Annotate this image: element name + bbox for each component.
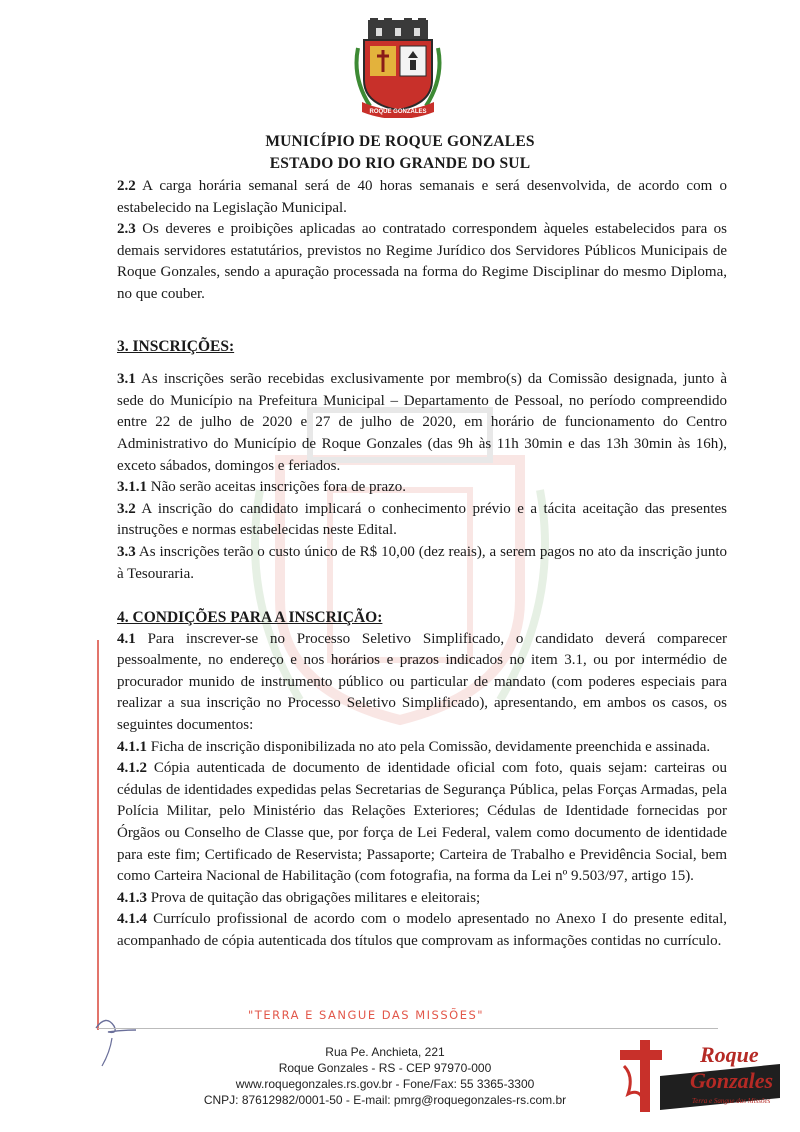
paragraph-text: A inscrição do candidato implicará o conhecimento prévio e a tácita aceitação das presentes instruções e normas estabelecidas neste Edital.	[117, 500, 727, 539]
paragraph-text: As inscrições terão o custo único de R$ 10,00 (dez reais), a serem pagos no ato da inscrição junto à Tesouraria.	[117, 543, 727, 582]
paragraph-text: As inscrições serão recebidas exclusivamente por membro(s) da Comissão designada, junto à sede do Município na Prefeitura Municipal – Departamento de Pessoal, no período compreendido entre 22 de julho de 2020 e 27 de julho de 2020, em horário de funcionamento do Centro Administrativo do Município de Roque Gonzales (das 9h às 11h 30min e das 13h 30min às 16h), exceto sábados, domingos e feriados.	[117, 371, 727, 474]
section-4-title: 4. CONDIÇÕES PARA A INSCRIÇÃO:	[117, 609, 383, 627]
paragraph-text: Cópia autenticada de documento de identidade oficial com foto, quais sejam: carteiras ou cédulas de identidades expedidas pelas Secretarias de Segurança Pública, pelas Forças Armadas, pela Polícia Militar, pelo Ministério das Relações Exteriores; Cédulas de Identidade fornecidas por Órgãos ou Conselho de Classe que, por força de Lei Federal, valem como documento de identidade para este fim; Certificado de Reservista; Passaporte; Carteira de Trabalho e Previdência Social, bem como Carteira Nacional de Habilitação (com fotografia, na forma da Lei nº 9.503/97, artigo 15).	[117, 760, 727, 885]
logo-tagline: Terra e Sangue das Missões	[692, 1097, 771, 1105]
paragraph-number: 2.3	[117, 221, 136, 238]
footer-address-block	[175, 1044, 595, 1108]
paragraph-text: Não serão aceitas inscrições fora de prazo.	[150, 479, 407, 496]
paragraph-4-1-4	[117, 909, 727, 952]
logo-text-roque: Roque	[700, 1042, 759, 1067]
paragraph-number: 4.1.2	[117, 760, 147, 777]
paragraph-text: Os deveres e proibições aplicadas ao contratado correspondem àqueles estabelecidos para os demais servidores estatutários, previstos no Regime Jurídico dos Servidores Públicos Municipais de Roque Gonzales, sendo a apuração processada na forma do Regime Disciplinar do mesmo Diploma, no que couber.	[117, 221, 727, 302]
paragraph-number: 4.1.4	[117, 911, 147, 928]
handwritten-signature	[92, 1010, 142, 1070]
paragraph-number: 4.1.1	[117, 738, 147, 755]
section-3-title: 3. INSCRIÇÕES:	[117, 337, 235, 355]
paragraph-text: Ficha de inscrição disponibilizada no ato pela Comissão, devidamente preenchida e assinada.	[150, 738, 711, 755]
paragraph-4-1-2	[117, 758, 727, 888]
paragraph-2-2	[117, 176, 727, 219]
footer-cnpj: CNPJ: 87612982/0001-50 - E-mail: pmrg@roquegonzales-rs.com.br	[203, 1093, 567, 1107]
crest-banner-text: ROQUE GONZALES	[369, 109, 427, 115]
paragraph-text: A carga horária semanal será de 40 horas semanais e será desenvolvida, de acordo com o estabelecido na Legislação Municipal.	[117, 178, 727, 216]
document-body	[117, 176, 727, 953]
paragraph-3-1-1	[117, 477, 727, 499]
municipality-title: MUNICÍPIO DE ROQUE GONZALES	[265, 133, 535, 150]
paragraph-4-1-3	[117, 888, 727, 910]
paragraph-number: 4.1	[117, 630, 136, 647]
paragraph-2-3	[117, 219, 727, 305]
paragraph-number: 3.1.1	[117, 479, 147, 496]
paragraph-3-2	[117, 499, 727, 542]
footer-contact: www.roquegonzales.rs.gov.br - Fone/Fax: 55 3365-3300	[235, 1077, 535, 1091]
paragraph-4-1-1	[117, 737, 727, 759]
paragraph-3-3	[117, 542, 727, 585]
municipal-crest-icon	[350, 18, 446, 118]
paragraph-number: 3.1	[117, 371, 136, 388]
footer-address: Rua Pe. Anchieta, 221	[325, 1045, 445, 1059]
footer-divider	[98, 1028, 718, 1029]
paragraph-text: Para inscrever-se no Processo Seletivo Simplificado, o candidato deverá comparecer pessoalmente, no endereço e nos horários e prazos indicados no item 3.1, ou por intermédio de procurador munido de instrumento público ou particular de mandato (com poderes especiais para realizar a sua inscrição no Processo Seletivo Simplificado), apresentando, em ambos os casos, os seguintes documentos:	[117, 630, 728, 734]
state-title: ESTADO DO RIO GRANDE DO SUL	[269, 155, 531, 172]
paragraph-text: Prova de quitação das obrigações militares e eleitorais;	[150, 889, 481, 906]
paragraph-4-1	[117, 629, 727, 737]
paragraph-number: 3.2	[117, 500, 136, 517]
logo-text-gonzales: Gonzales	[690, 1068, 774, 1093]
paragraph-number: 3.3	[117, 543, 136, 560]
paragraph-number: 4.1.3	[117, 889, 147, 906]
paragraph-text: Currículo profissional de acordo com o modelo apresentado no Anexo I do presente edital, acompanhado de cópia autenticada dos títulos que comprovam as informações contidas no currículo.	[117, 911, 728, 949]
paragraph-number: 2.2	[117, 178, 136, 194]
margin-line	[97, 640, 99, 1030]
footer-city: Roque Gonzales - RS - CEP 97970-000	[278, 1061, 492, 1075]
paragraph-3-1	[117, 369, 727, 477]
footer-motto: "TERRA E SANGUE DAS MISSÕES"	[248, 1008, 485, 1022]
